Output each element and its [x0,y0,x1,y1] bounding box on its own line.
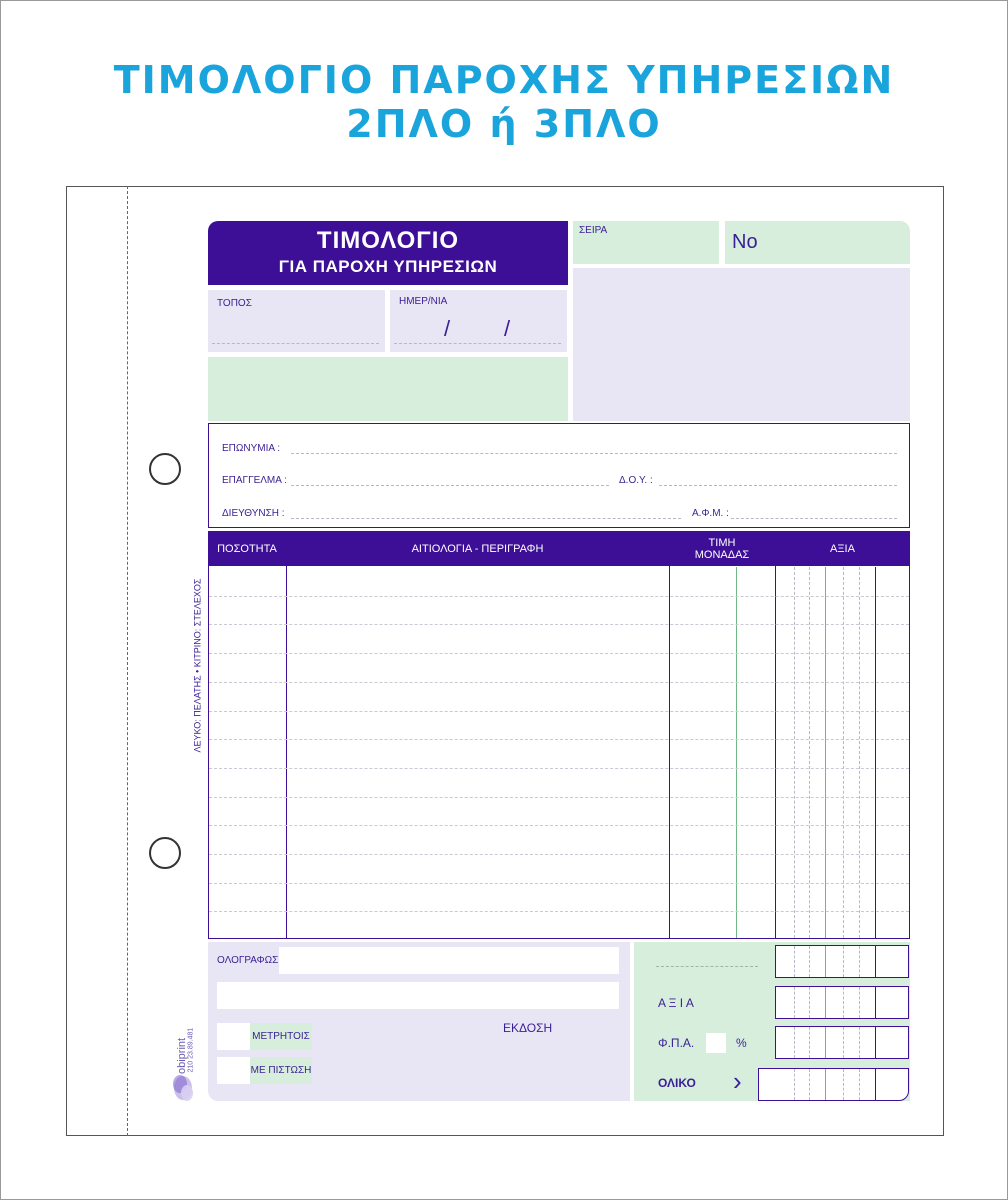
total-amount-box[interactable] [758,1068,909,1101]
total-label: ΟΛΙΚΟ [658,1076,696,1090]
number-field[interactable] [725,221,910,264]
table-row[interactable] [209,739,909,740]
table-row[interactable] [209,711,909,712]
binder-hole-bottom [149,837,181,869]
in-words-field-2[interactable] [217,982,619,1009]
series-label: ΣΕΙΡΑ [579,225,608,236]
copy-distribution-note: ΛΕΥΚΟ: ΠΕΛΑΤΗΣ • ΚΙΤΡΙΝΟ: ΣΤΕΛΕΧΟΣ [192,578,203,753]
vat-rate-field[interactable] [706,1033,726,1053]
col-header-unit-price: ΤΙΜΗ ΜΟΝΑΔΑΣ [694,536,750,561]
amount-digit-divider [859,1027,860,1058]
profession-label: ΕΠΑΓΓΕΛΜΑ : [222,475,287,486]
credit-checkbox[interactable] [217,1057,250,1084]
customer-name-label: ΕΠΩΝΥΜΙΑ : [222,443,281,454]
col-header-quantity: ΠΟΣΟΤΗΤΑ [217,542,277,555]
amount-digit-divider [794,987,795,1018]
amount-digit-divider [809,1069,810,1100]
amount-digit-divider [809,946,810,977]
col-divider-quantity [286,532,287,938]
credit-label: ΜΕ ΠΙΣΤΩΣΗ [250,1065,312,1076]
col-header-amount: ΑΞΙΑ [830,542,855,555]
items-table-header [208,531,910,566]
date-line [394,343,561,344]
credit-option [250,1057,312,1084]
amount-digit-divider [794,1069,795,1100]
vat-number-label: Α.Φ.Μ. : [692,508,729,519]
amount-digit-divider [794,1027,795,1058]
table-row[interactable] [209,596,909,597]
series-field[interactable] [573,221,719,264]
discount-amount-box[interactable] [775,945,909,978]
place-line [212,343,379,344]
table-row[interactable] [209,825,909,826]
amount-digit-divider [825,987,826,1018]
place-field[interactable] [208,290,385,352]
discount-line[interactable] [656,966,758,967]
table-row[interactable] [209,883,909,884]
table-row[interactable] [209,797,909,798]
table-row[interactable] [209,653,909,654]
amount-digit-divider [809,1027,810,1058]
amount-digit-divider [859,987,860,1018]
printer-phone: 210 23.89.481 [187,1027,195,1073]
amount-digit-divider [875,946,876,977]
table-row[interactable] [209,682,909,683]
customer-details [208,423,910,528]
tax-office-label: Δ.Ο.Υ. : [619,475,653,486]
table-row[interactable] [209,911,909,912]
amount-digit-divider [825,1069,826,1100]
amount-digit-divider [809,987,810,1018]
issuer-stamp-area [573,268,910,421]
col-divider-description [669,532,670,938]
form-title-sub: ΓΙΑ ΠΑΡΟΧΗ ΥΠΗΡΕΣΙΩΝ [278,257,498,276]
extra-info-area [208,357,568,421]
cash-label: ΜΕΤΡΗΤΟΙΣ [252,1031,310,1042]
payment-section [208,942,630,1101]
amount-digit-divider [843,946,844,977]
profession-line[interactable] [291,485,609,486]
form-title [208,221,568,285]
net-value-label: Α Ξ Ι Α [658,996,694,1010]
items-table [208,531,910,939]
printer-name: obiprint [176,1037,188,1074]
table-row[interactable] [209,768,909,769]
date-label: ΗΜΕΡ/ΝΙΑ [399,296,448,307]
in-words-field[interactable] [279,947,619,974]
product-title-line1: ΤΙΜΟΛΟΓΙΟ ΠΑΡΟΧΗΣ ΥΠΗΡΕΣΙΩΝ [113,58,895,102]
percent-sign: % [736,1036,747,1050]
product-title-line2: 2ΠΛΟ ή 3ΠΛΟ [346,102,662,146]
vat-amount-box[interactable] [775,1026,909,1059]
form-title-main: ΤΙΜΟΛΟΓΙΟ [316,227,460,254]
amount-digit-divider [875,987,876,1018]
issue-label: ΕΚΔΟΣΗ [503,1021,553,1035]
date-separator-1: / [444,316,451,341]
col-divider-price [775,532,776,938]
amount-digit-divider [794,946,795,977]
tax-office-line[interactable] [659,485,897,486]
col-header-description: ΑΙΤΙΟΛΟΓΙΑ - ΠΕΡΙΓΡΑΦΗ [411,542,544,555]
amount-digit-divider [875,1027,876,1058]
amount-digit-divider [825,946,826,977]
amount-digit-divider [859,946,860,977]
amount-digit-divider [859,1069,860,1100]
cash-option [250,1023,312,1050]
date-separator-2: / [504,316,511,341]
amount-digit-divider [843,1069,844,1100]
perforation-line [127,186,128,1136]
cash-checkbox[interactable] [217,1023,250,1050]
customer-name-line[interactable] [291,453,897,454]
date-field[interactable] [390,290,567,352]
net-value-box[interactable] [775,986,909,1019]
total-arrow-icon: › [733,1066,742,1096]
vat-label: Φ.Π.Α. [658,1036,695,1050]
vat-number-line[interactable] [731,518,897,519]
amount-digit-divider [875,1069,876,1100]
address-label: ΔΙΕΥΘΥΝΣΗ : [222,508,285,519]
table-row[interactable] [209,854,909,855]
number-label: No [732,231,758,253]
address-line[interactable] [291,518,681,519]
place-label: ΤΟΠΟΣ [217,298,252,309]
amount-digit-divider [825,1027,826,1058]
table-row[interactable] [209,624,909,625]
binder-hole-top [149,453,181,485]
amount-digit-divider [843,987,844,1018]
amount-digit-divider [843,1027,844,1058]
in-words-label: ΟΛΟΓΡΑΦΩΣ [217,955,279,966]
